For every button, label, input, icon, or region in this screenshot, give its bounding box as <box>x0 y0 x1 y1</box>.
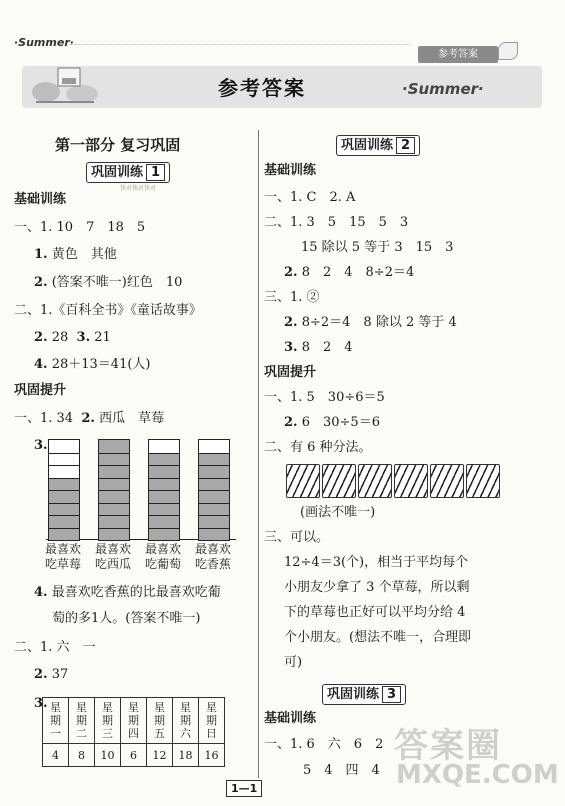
stripe-group <box>322 464 356 498</box>
section-title: 第一部分 复习巩固 <box>55 136 181 154</box>
week-header-cell: 星 期 三 <box>95 698 121 744</box>
bar-column <box>148 439 180 541</box>
bar-label-line1: 最喜欢 <box>94 542 131 556</box>
answer-line: 一、1. 6 六 6 2 <box>264 737 384 752</box>
page-number <box>226 780 262 797</box>
header-dotted-rule <box>70 44 410 45</box>
answer-line <box>34 667 68 683</box>
bar-chart <box>40 436 240 571</box>
page-number-text: 1—1 <box>231 782 258 795</box>
banner-illustration <box>30 62 100 104</box>
week-value-cell: 18 <box>173 744 199 767</box>
bar-label <box>43 542 83 572</box>
bar-segment <box>149 478 179 491</box>
division-drawing <box>286 464 506 498</box>
answer-line <box>34 330 111 346</box>
bar-segment <box>99 515 129 528</box>
week-value-cell: 16 <box>199 744 225 767</box>
answer-text: 西瓜 草莓 <box>99 411 165 426</box>
badge-number: 2 <box>396 137 415 154</box>
item-number: 3. <box>34 696 48 711</box>
bar-segment <box>99 490 129 503</box>
stripe-group <box>466 464 500 498</box>
answer-line: 5 4 四 4 <box>303 763 380 778</box>
answer-line: 一、1. 10 7 18 5 <box>14 220 146 235</box>
bar-segment <box>49 465 79 478</box>
bar-label-line2: 吃香蕉 <box>194 557 231 571</box>
brand-top-left: ·Summer· <box>14 36 74 49</box>
answer-text: 最喜欢吃香蕉的比最喜欢吃葡 <box>51 585 221 600</box>
landscape-icon <box>30 62 100 104</box>
item-number: 3. <box>34 438 48 453</box>
stripe-group <box>286 464 320 498</box>
basic-training-title: 基础训练 <box>14 192 67 207</box>
answer-line: 三、可以。 <box>264 530 330 545</box>
answer-line: 15 除以 5 等于 3 15 3 <box>301 240 454 255</box>
answer-text: 6 30÷5＝6 <box>301 415 380 430</box>
stripe-group <box>394 464 428 498</box>
consolidation-title: 巩固提升 <box>14 383 67 398</box>
answer-line: 下的草莓也正好可以平均分给 4 <box>284 605 466 620</box>
item-number: 2. <box>34 667 48 682</box>
bar-segment <box>149 490 179 503</box>
bar-label-line1: 最喜欢 <box>144 542 181 556</box>
basic-training-title: 基础训练 <box>264 711 317 726</box>
answer-line <box>34 585 221 601</box>
answer-line: 小朋友少拿了 3 个草莓，所以剩 <box>284 580 470 595</box>
answer-line <box>284 340 353 356</box>
watermark-small: 快对快对快对 <box>120 185 157 192</box>
bar-segment <box>199 440 229 453</box>
brand-banner-right: ·Summer· <box>402 80 484 98</box>
watermark-site: MXQE.COM <box>396 760 559 790</box>
bar-segment <box>149 465 179 478</box>
answer-line <box>34 275 182 291</box>
answer-line: 二、1.《百科全书》《童话故事》 <box>14 303 202 318</box>
week-header-cell: 星 期 五 <box>147 698 173 744</box>
item-number: 1. <box>34 247 48 262</box>
answer-text: 21 <box>94 330 111 345</box>
bar-segment <box>199 515 229 528</box>
answer-line: 二、有 6 种分法。 <box>264 440 372 455</box>
answer-text: 37 <box>51 667 69 682</box>
bar-column <box>98 439 130 541</box>
bar-segment <box>199 478 229 491</box>
bar-label <box>143 542 183 572</box>
answer-line: 萄的多1人。(答案不唯一) <box>52 611 201 626</box>
answer-line <box>34 247 117 263</box>
bar-segment <box>49 440 79 453</box>
header-tag <box>418 46 498 63</box>
answer-line: 二、1. 六 一 <box>14 640 96 655</box>
answer-line <box>14 411 164 427</box>
item-number: 2. <box>284 315 298 330</box>
bar-segment <box>99 478 129 491</box>
bar-segment <box>49 490 79 503</box>
week-header-cell: 星 期 一 <box>43 698 69 744</box>
week-header-cell: 星 期 六 <box>173 698 199 744</box>
badge-number: 1 <box>146 164 165 181</box>
answer-line: 一、1. 5 30÷6＝5 <box>264 390 385 405</box>
week-table <box>42 697 225 767</box>
item-number: 3. <box>76 330 91 345</box>
answer-text: 8÷2＝4 8 除以 2 等于 4 <box>301 315 457 330</box>
answer-text: 8 2 4 <box>301 340 353 355</box>
item-number: 4. <box>34 357 48 372</box>
bar-segment <box>149 528 179 541</box>
answer-line <box>284 415 380 431</box>
bar-column <box>198 439 230 541</box>
week-header-cell: 星 期 日 <box>199 698 225 744</box>
week-header-cell: 星 期 四 <box>121 698 147 744</box>
answer-line: 二、1. 3 5 15 5 3 <box>264 215 409 230</box>
item-number: 2. <box>34 330 48 345</box>
bar-segment <box>99 465 129 478</box>
bar-segment <box>149 453 179 466</box>
column-divider <box>258 130 259 778</box>
answer-text: (答案不唯一)红色 10 <box>51 275 183 290</box>
answer-text: 一、1. 34 <box>14 411 74 426</box>
answer-line: 可) <box>284 655 303 670</box>
bar-label-line2: 吃草莓 <box>44 557 81 571</box>
answer-line <box>284 265 414 281</box>
bar-label-line1: 最喜欢 <box>194 542 231 556</box>
bar-segment <box>199 528 229 541</box>
bar-segment <box>199 465 229 478</box>
bar-segment <box>199 453 229 466</box>
bar-label-line2: 吃西瓜 <box>94 557 131 571</box>
bar-segment <box>149 440 179 453</box>
item-number: 2. <box>284 265 298 280</box>
bar-column <box>48 439 80 541</box>
bar-label-line2: 吃葡萄 <box>144 557 181 571</box>
header-tag-text: 参考答案 <box>438 49 478 60</box>
bar-segment <box>49 453 79 466</box>
bar-segment <box>99 440 129 453</box>
week-value-cell: 4 <box>43 744 69 767</box>
week-value-cell: 10 <box>95 744 121 767</box>
week-value-cell: 12 <box>147 744 173 767</box>
answer-text: 8 2 4 8÷2＝4 <box>301 265 415 280</box>
answer-text: 28 <box>51 330 69 345</box>
stripe-group <box>430 464 464 498</box>
week-value-cell: 6 <box>121 744 147 767</box>
bar-segment <box>199 503 229 516</box>
bar-segment <box>49 528 79 541</box>
watermark-brand: 答案圈 <box>394 726 502 766</box>
bar-segment <box>99 503 129 516</box>
badge-training-2 <box>336 135 420 156</box>
bar-segment <box>149 515 179 528</box>
answer-line: 12÷4＝3(个)，相当于平均每个 <box>284 555 469 570</box>
bar-segment <box>49 515 79 528</box>
item-number: 2. <box>81 411 95 426</box>
week-value-cell: 8 <box>69 744 95 767</box>
week-header-cell: 星 期 二 <box>69 698 95 744</box>
bar-segment <box>49 478 79 491</box>
badge-label: 巩固训练 <box>327 687 380 702</box>
bar-segment <box>49 503 79 516</box>
page-title: 参考答案 <box>218 76 306 100</box>
bar-segment <box>199 490 229 503</box>
consolidation-title: 巩固提升 <box>264 365 317 380</box>
badge-number: 3 <box>382 686 401 703</box>
answer-line: 个小朋友。(想法不唯一，合理即 <box>284 630 472 645</box>
answer-line: 一、1. C 2. A <box>264 190 356 205</box>
bar-label-line1: 最喜欢 <box>44 542 81 556</box>
badge-label: 巩固训练 <box>341 138 394 153</box>
answer-line: 三、1. ② <box>264 290 320 305</box>
leaf-icon <box>498 42 518 60</box>
answer-text: 黄色 其他 <box>51 247 117 262</box>
answer-line <box>34 357 151 373</box>
answer-line <box>284 315 457 331</box>
basic-training-title: 基础训练 <box>264 163 317 178</box>
bar-segment <box>99 528 129 541</box>
badge-training-1 <box>86 162 170 183</box>
item-number: 2. <box>34 275 48 290</box>
bar-segment <box>149 503 179 516</box>
answer-line: (画法不唯一) <box>300 505 376 520</box>
bar-segment <box>99 453 129 466</box>
answer-text: 28＋13＝41(人) <box>51 357 151 372</box>
item-number: 4. <box>34 585 48 600</box>
bar-label <box>193 542 233 572</box>
item-number: 3. <box>284 340 298 355</box>
item-number: 2. <box>284 415 298 430</box>
badge-label: 巩固训练 <box>91 165 144 180</box>
badge-training-3 <box>322 684 406 705</box>
stripe-group <box>358 464 392 498</box>
bar-label <box>93 542 133 572</box>
